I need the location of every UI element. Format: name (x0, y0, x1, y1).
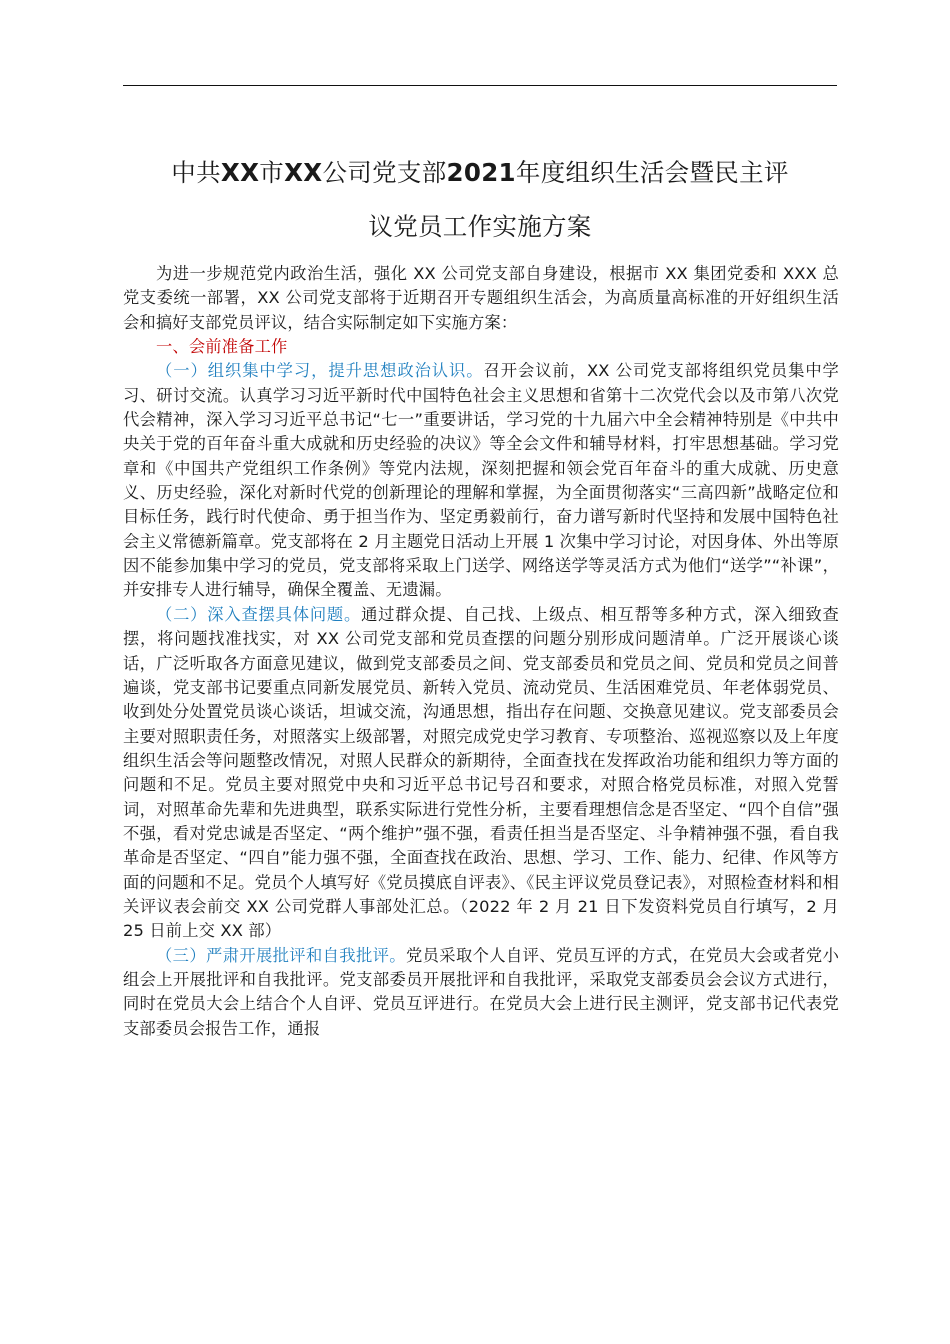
item-text: 通过群众提、自己找、上级点、相互帮等多种方式，深入细致查摆，将问题找准找实，对 XX 公司党支部和党员查摆的问题分别形成问题清单。广泛开展谈心谈话，广泛听取各方面意见建议，做到党支部委员之间、党支部委员和党员之间、党员和党员之间普遍谈，党支部书记要重点同新发展党员、新转入党员、流动党员、生活困难党员、年老体弱党员、收到处分处置党员谈心谈话，坦诚交流，沟通思想，指出存在问题、交换意见建议。党支部委员会主要对照职责任务，对照落实上级部署，对照完成党史学习教育、专项整治、巡视巡察以及上年度组织生活会等问题整改情况，对照人民群众的新期待，全面查找在发挥政治功能和组织力等方面的问题和不足。党员主要对照党中央和习近平总书记号召和要求，对照合格党员标准，对照入党誓词，对照革命先辈和先进典型，联系实际进行党性分析，主要看理想信念是否坚定、“四个自信”强不强，看对党忠诚是否坚定、“两个维护”强不强，看责任担当是否坚定、斗争精神强不强，看自我革命是否坚定、“四自”能力强不强，全面查找在政治、思想、学习、工作、能力、纪律、作风等方面的问题和不足。党员个人填写好《党员摸底自评表》、《民主评议党员登记表》，对照检查材料和相关评议表会前交 XX 公司党群人事部处汇总。（2022 年 2 月 21 日下发资料党员自行填写，2 月 25 日前上交 XX 部） (123, 604, 839, 941)
section-heading-text: 一、会前准备工作 (156, 337, 288, 357)
section-heading (123, 335, 839, 359)
intro-paragraph: 为进一步规范党内政治生活，强化 XX 公司党支部自身建设，根据市 XX 集团党委和 XXX 总党支委统一部署，XX 公司党支部将于近期召开专题组织生活会，为高质量高标准的开好组织生活会和搞好支部党员评议，结合实际制定如下实施方案： (123, 264, 839, 332)
title-text: 公司党支部 (322, 158, 447, 187)
title-text: 中共 (171, 158, 221, 187)
item-paragraph (123, 603, 839, 944)
item-paragraph (123, 359, 839, 602)
item-text: 党员采取个人自评、党员互评的方式，在党员大会或者党小组会上开展批评和自我批评。党支部委员开展批评和自我批评，采取党支部委员会会议方式进行，同时在党员大会上结合个人自评、党员互评进行。在党员大会上进行民主测评，党支部书记代表党支部委员会报告工作，通报 (123, 945, 839, 1038)
header-rule (123, 85, 837, 86)
title-text: 议党员工作实施方案 (368, 212, 592, 241)
item-heading: （二）深入查摆具体问题。 (156, 604, 362, 624)
title-text: 年度组织生活会暨民主评 (515, 158, 789, 187)
item-heading: （一）组织集中学习，提升思想政治认识。 (156, 361, 484, 381)
item-heading: （三）严肃开展批评和自我批评。 (156, 945, 406, 965)
document-title (110, 146, 850, 254)
title-text: 市 (259, 158, 285, 187)
title-text: 2021 (446, 158, 516, 187)
item-text: 召开会议前，XX 公司党支部将组织党员集中学习、研讨交流。认真学习习近平新时代中国特色社会主义思想和省第十二次党代会以及市第八次党代会精神，深入学习习近平总书记“七一”重要讲话，学习党的十九届六中全会精神特别是《中共中央关于党的百年奋斗重大成就和历史经验的决议》等全会文件和辅导材料，打牢思想基础。学习党章和《中国共产党组织工作条例》等党内法规，深刻把握和领会党百年奋斗的重大成就、历史意义、历史经验，深化对新时代党的创新理论的理解和掌握，为全面贯彻落实“三高四新”战略定位和目标任务，践行时代使命、勇于担当作为、坚定勇毅前行，奋力谱写新时代坚持和发展中国特色社会主义常德新篇章。党支部将在 2 月主题党日活动上开展 1 次集中学习讨论，对因身体、外出等原因不能参加集中学习的党员，党支部将采取上门送学、网络送学等灵活方式为他们“送学”“补课”，并安排专人进行辅导，确保全覆盖、无遗漏。 (123, 361, 840, 600)
title-text: XX (284, 158, 323, 187)
item-paragraph (123, 944, 839, 1041)
title-text: XX (220, 158, 260, 187)
document-body (123, 262, 839, 1041)
